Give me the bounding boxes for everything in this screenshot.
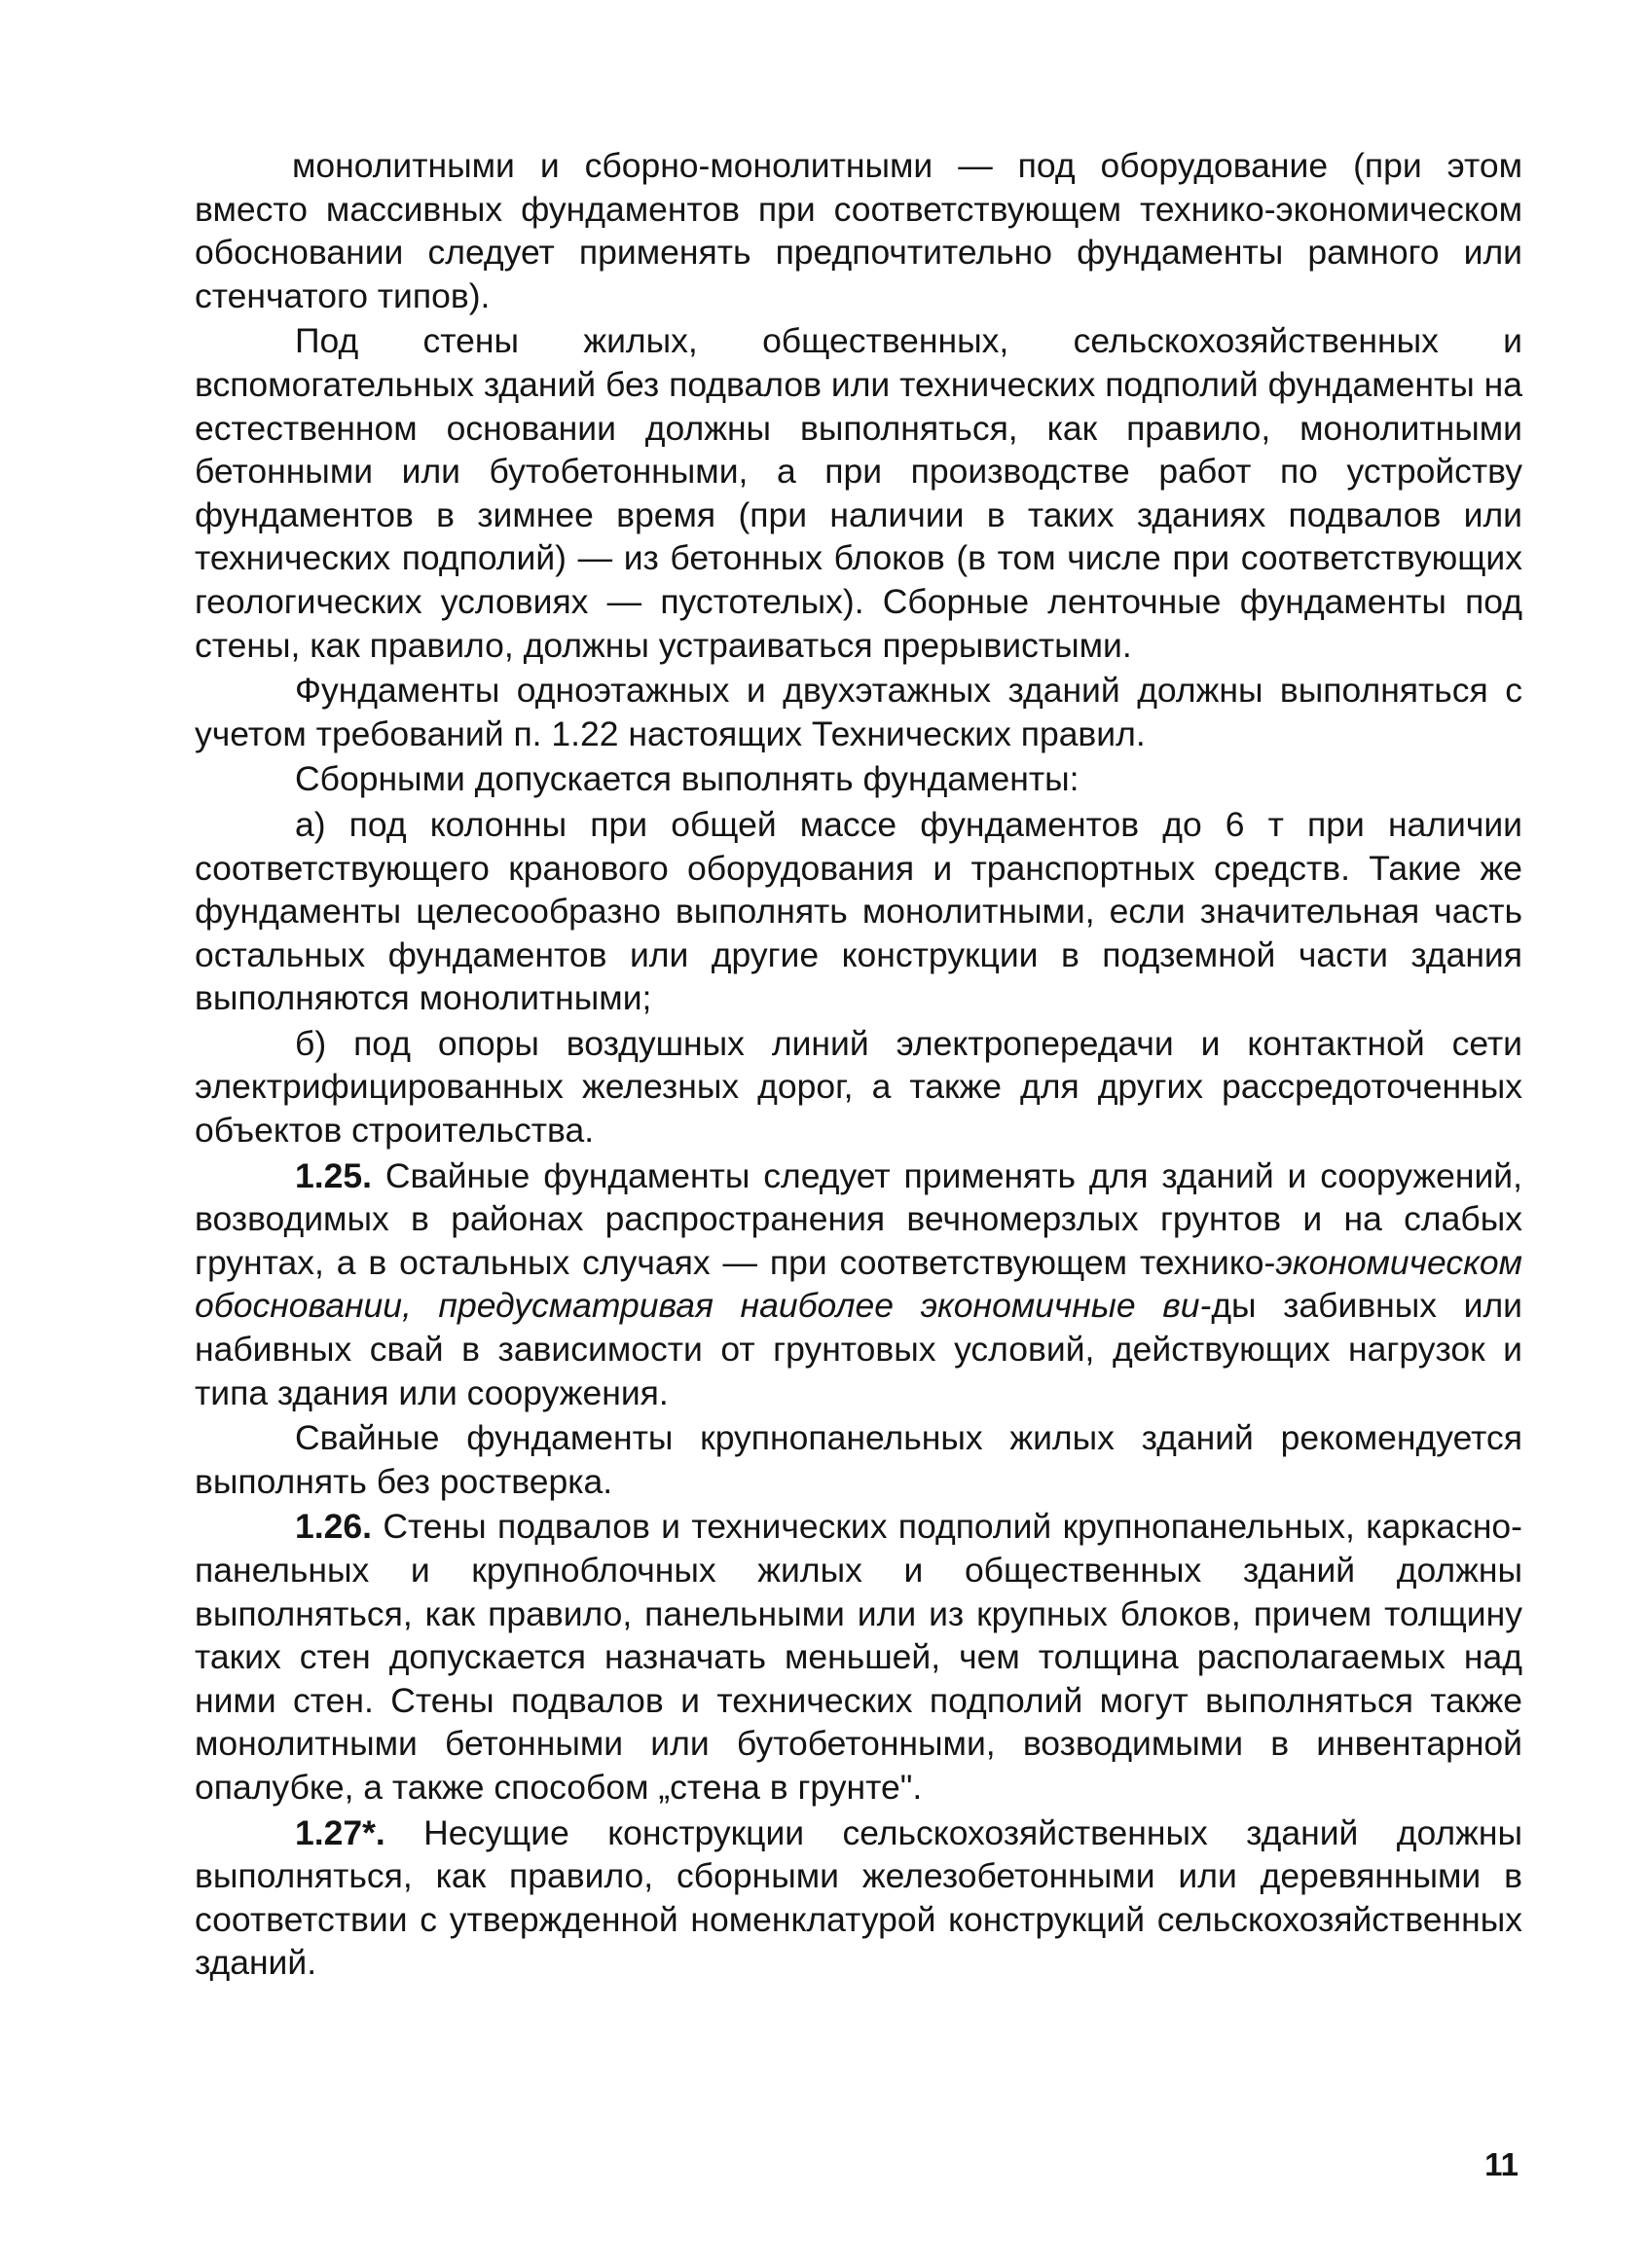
paragraph-text: а) под колонны при общей массе фундаментов до 6 т при наличии соответствующего кранового оборудования и транспортных средств. Такие же фундаменты целесообразно выполнять монолитными, если значительная часть остальных фундаментов или другие конструкции в подземной части здания выполняются монолитными;	[195, 804, 1522, 1018]
paragraph-6	[195, 1022, 1522, 1152]
paragraph-text: Сборными допускается выполнять фундаменты:	[295, 759, 1080, 799]
clause-text-continued: ды забивных или набивных свай в зависимости от грунтовых условий, действующих нагрузок и типа здания или сооружения.	[195, 1286, 1522, 1412]
clause-number: 1.26.	[295, 1507, 372, 1547]
clause-1-25	[195, 1154, 1522, 1415]
paragraph-5	[195, 803, 1522, 1020]
clause-text: Стены подвалов и технических подполий крупнопанельных, каркасно-панельных и крупноблочных жилых и общественных зданий должны выполняться, как правило, панельными или из крупных блоков, причем толщину таких стен допускается назначать меньшей, чем толщина располагаемых над ними стен. Стены подвалов и технических подполий могут выполняться также монолитными бетонными или бутобетонными, возводимыми в инвентарной опалубке, а также способом „стена в грунте".	[195, 1507, 1522, 1807]
clause-italic-text: экономическом обосновании, предусматривая наиболее экономичные ви-	[195, 1242, 1522, 1326]
paragraph-text: Фундаменты одноэтажных и двухэтажных зданий должны выполняться с учетом требований п. 1.22 настоящих Технических правил.	[195, 671, 1522, 753]
paragraph-1	[195, 144, 1522, 317]
paragraph-4	[195, 757, 1522, 801]
paragraph-text: б) под опоры воздушных линий электропередачи и контактной сети электрифицированных железных дорог, а также для других рассредоточенных объектов строительства.	[195, 1023, 1522, 1151]
clause-1-27	[195, 1811, 1522, 1985]
clause-number: 1.27*.	[295, 1812, 385, 1852]
clause-text: Свайные фундаменты следует применять для зданий и сооружений, возводимых в районах распространения вечномерзлых грунтов и на слабых грунтах, а в остальных случаях — при соответствующем технико-	[195, 1155, 1522, 1282]
paragraph-text: монолитными и сборно-монолитными — под оборудование (при этом вместо массивных фундаментов при соответствующем технико-экономическом обосновании следует применять предпочтительно фундаменты рамного или стенчатого типов).	[195, 146, 1522, 315]
paragraph-text: Свайные фундаменты крупнопанельных жилых зданий рекомендуется выполнять без ростверка.	[195, 1418, 1522, 1501]
clause-1-26	[195, 1505, 1522, 1809]
page-number: 11	[1484, 2146, 1519, 2182]
paragraph-8	[195, 1416, 1522, 1503]
clause-number: 1.25.	[295, 1155, 372, 1195]
document-page	[195, 144, 1522, 1985]
clause-text: Несущие конструкции сельскохозяйственных зданий должны выполняться, как правило, сборными железобетонными или деревянными в соответствии с утвержденной номенклатурой конструкций сельскохозяйственных зданий.	[195, 1812, 1522, 1983]
paragraph-2	[195, 319, 1522, 667]
paragraph-text: Под стены жилых, общественных, сельскохозяйственных и вспомогательных зданий без подвалов или технических подполий фундаменты на естественном основании должны выполняться, как правило, монолитными бетонными или бутобетонными, а при производстве работ по устройству фундаментов в зимнее время (при наличии в таких зданиях подвалов или технических подполий) — из бетонных блоков (в том числе при соответствующих геологических условиях — пустотелых). Сборные ленточные фундаменты под стены, как правило, должны устраиваться прерывистыми.	[195, 321, 1522, 665]
paragraph-3	[195, 669, 1522, 755]
